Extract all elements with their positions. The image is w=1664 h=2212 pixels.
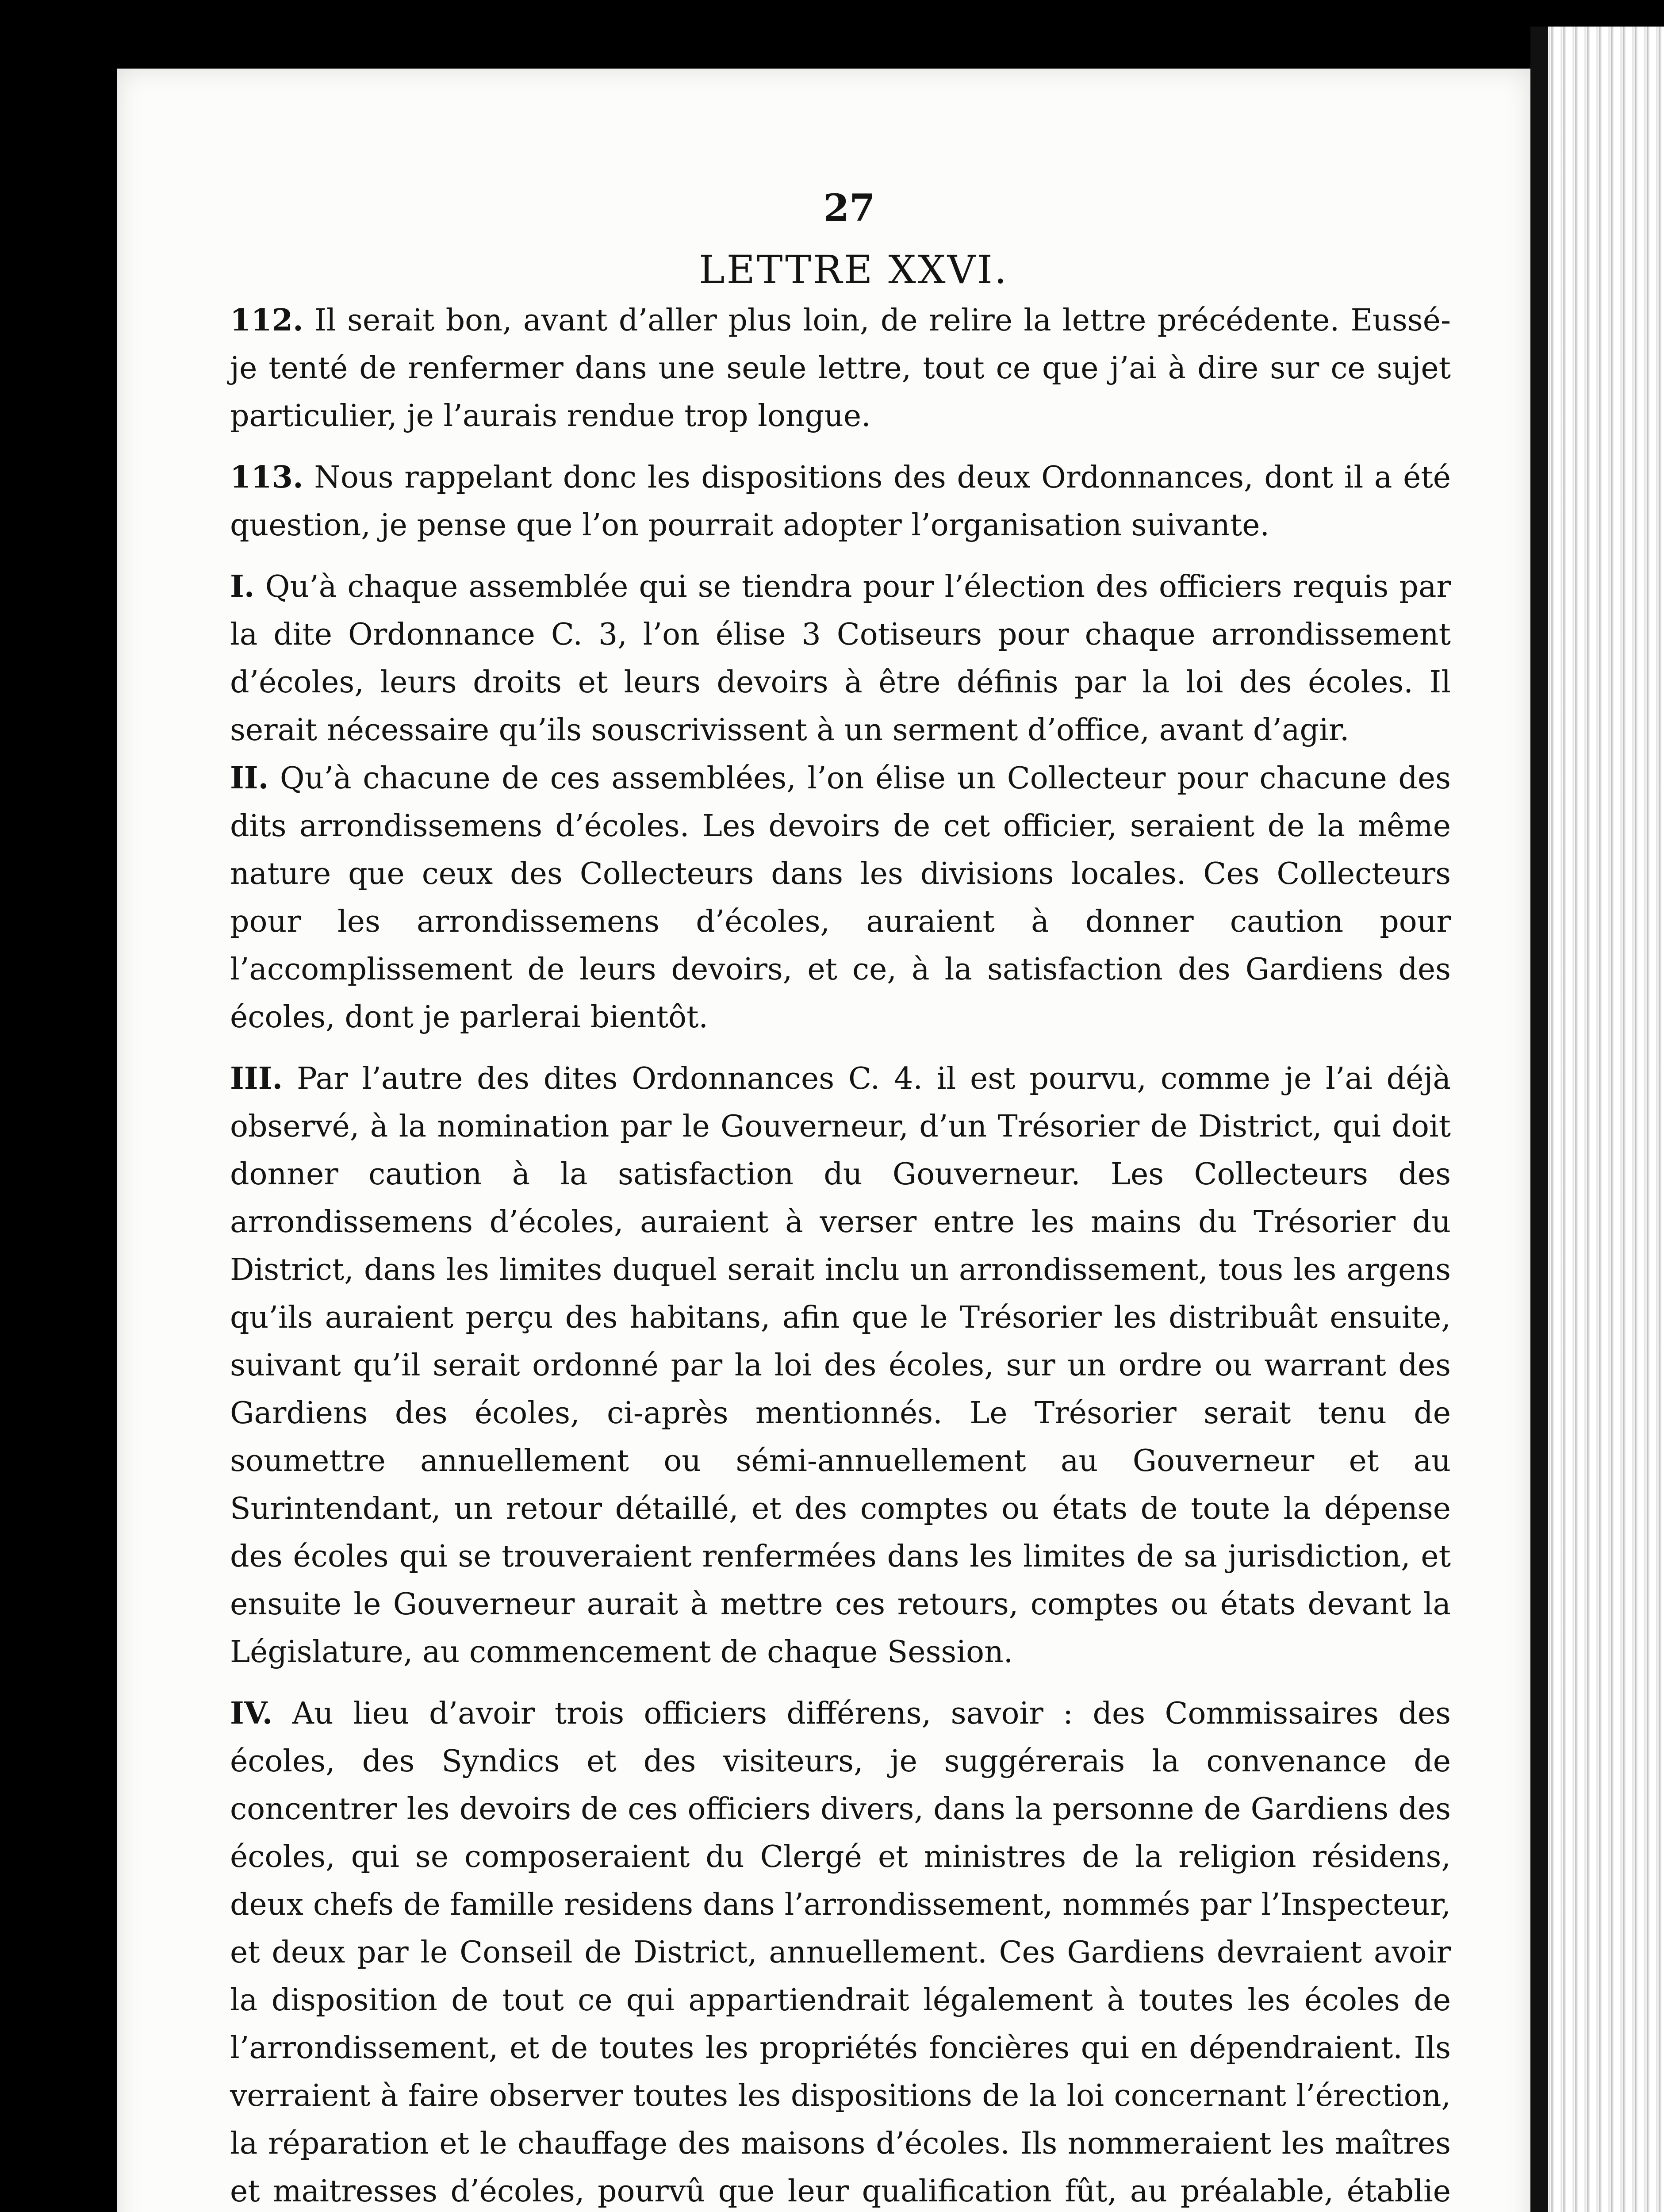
paragraph-113: [230, 453, 1451, 549]
paragraph-text: Qu’à chaque assemblée qui se tiendra pour l’élection des officiers requis par la dite Ordonnance C. 3, l’on élise 3 Cotiseurs pour chaque arrondissement d’écoles, leurs droits et leurs devoirs à être définis par la loi des écoles. Il serait nécessaire qu’ils souscrivissent à un serment d’office, avant d’agir.: [230, 569, 1451, 748]
page-content: [230, 181, 1451, 2212]
paragraph-section-ii: [230, 754, 1451, 1041]
paragraph-text: Nous rappelant donc les dispositions des deux Ordonnances, dont il a été question, je pense que l’on pourrait adopter l’organisation suivante.: [230, 460, 1451, 543]
paragraph-text: Qu’à chacune de ces assemblées, l’on élise un Collecteur pour chacune des dits arrondissemens d’écoles. Les devoirs de cet officier, seraient de la même nature que ceux des Collecteurs dans les divisions locales. Ces Collecteurs pour les arrondissemens d’écoles, auraient à donner caution pour l’accomplissement de leurs devoirs, et ce, à la satisfaction des Gardiens des écoles, dont je parlerai bientôt.: [230, 761, 1451, 1035]
book-page-edges: [1530, 27, 1664, 2212]
paragraph-text: Il serait bon, avant d’aller plus loin, de relire la lettre précédente. Eussé-je tenté de renfermer dans une seule lettre, tout ce que j’ai à dire sur ce sujet particulier, je l’aurais rendue trop longue.: [230, 303, 1451, 434]
letter-title: LETTRE XXVI.: [699, 247, 1008, 292]
paragraph-number: III.: [230, 1061, 283, 1096]
document-page: [117, 69, 1530, 2212]
paragraph-section-i: [230, 563, 1451, 754]
page-number: 27: [823, 186, 875, 230]
paragraph-text: Au lieu d’avoir trois officiers différens, savoir : des Commissaires des écoles, des Syndics et des visiteurs, je suggérerais la convenance de concentrer les devoirs de ces officiers divers, dans la personne de Gardiens des écoles, qui se composeraient du Clergé et ministres de la religion résidens, deux chefs de famille residens dans l’arrondissement, nommés par l’Inspecteur, et deux par le Conseil de District, annuellement. Ces Gardiens devraient avoir la disposition de tout ce qui appartiendrait légalement à toutes les écoles de l’arrondissement, et de toutes les propriétés foncières qui en dépendraient. Ils verraient à faire observer toutes les dispositions de la loi concernant l’érection, la réparation et le chauffage des maisons d’écoles. Ils nommeraient les maîtres et maitresses d’écoles, pourvû que leur qualification fût, au préalable, établie: [230, 1696, 1451, 2209]
paragraph-number: I.: [230, 569, 255, 604]
book-gutter-shadow: [1530, 27, 1548, 2212]
paragraph-number: 113.: [230, 460, 303, 495]
paragraph-112: [230, 296, 1451, 440]
paragraph-text: Par l’autre des dites Ordonnances C. 4. il est pourvu, comme je l’ai déjà observé, à la nomination par le Gouverneur, d’un Trésorier de District, qui doit donner caution à la satisfaction du Gouverneur. Les Collecteurs des arrondissemens d’écoles, auraient à verser entre les mains du Trésorier du District, dans les limites duquel serait inclu un arrondissement, tous les argens qu’ils auraient perçu des habitans, afin que le Trésorier les distribuât ensuite, suivant qu’il serait ordonné par la loi des écoles, sur un ordre ou warrant des Gardiens des écoles, ci-après mentionnés. Le Trésorier serait tenu de soumettre annuellement ou sémi-annuellement au Gouverneur et au Surintendant, un retour détaillé, et des comptes ou états de toute la dépense des écoles qui se trouveraient renfermées dans les limites de sa jurisdiction, et ensuite le Gouverneur aurait à mettre ces retours, comptes ou états devant la Législature, au commencement de chaque Session.: [230, 1061, 1451, 1670]
paragraph-number: 112.: [230, 303, 303, 338]
paragraph-section-iv: [230, 1690, 1451, 2212]
paragraph-number: II.: [230, 760, 269, 796]
paragraph-number: IV.: [230, 1696, 273, 1731]
paragraph-section-iii: [230, 1055, 1451, 1676]
